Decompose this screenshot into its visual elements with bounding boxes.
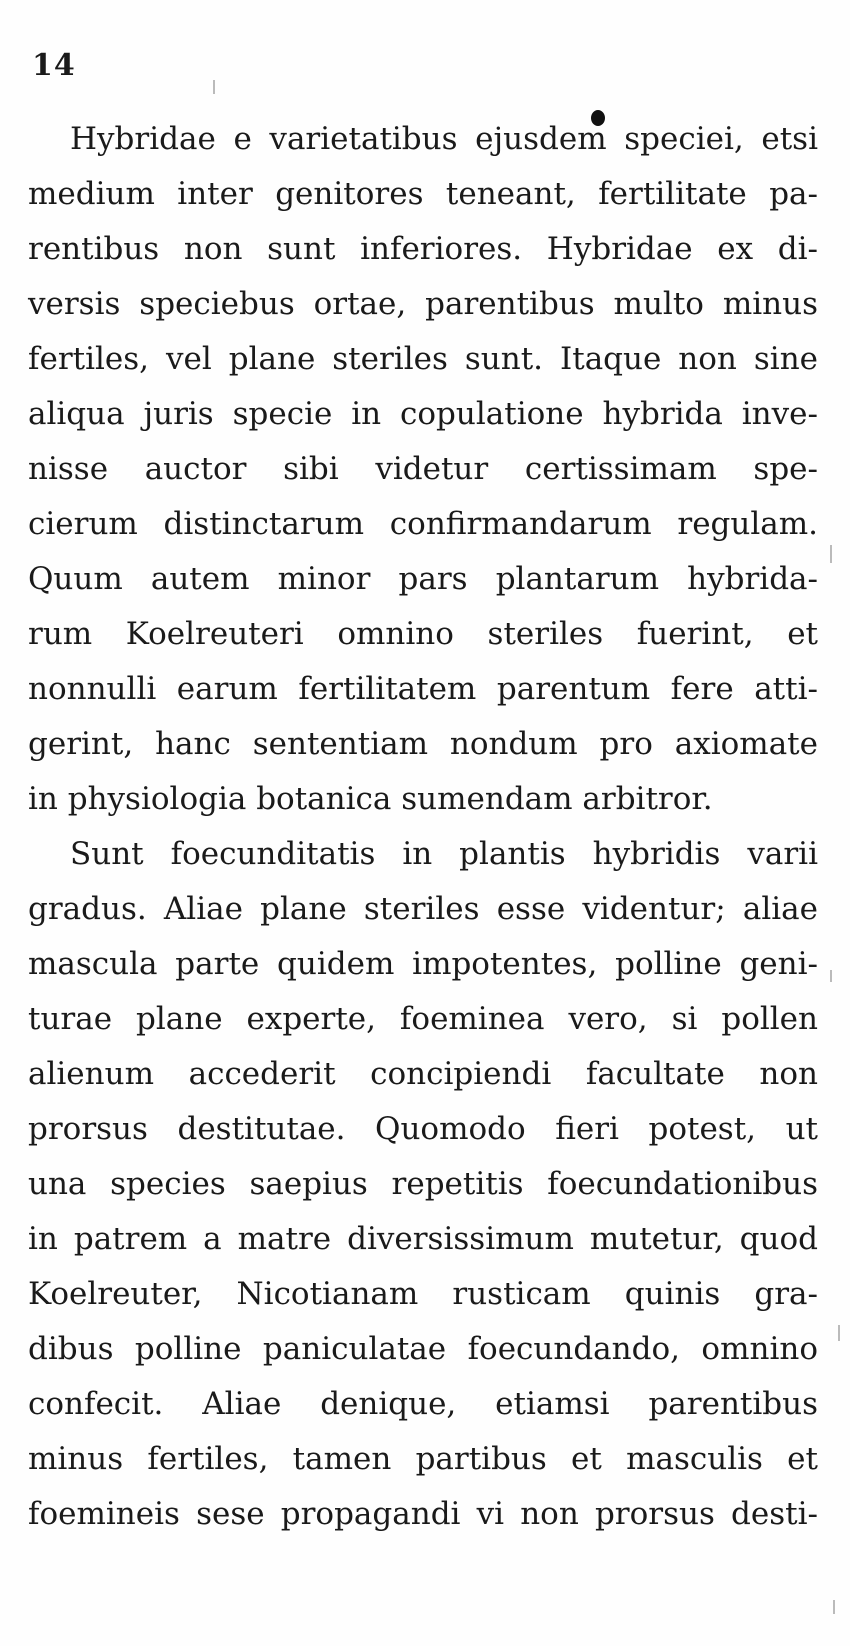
text-line: versis speciebus ortae, parentibus multo minus	[28, 286, 818, 322]
paper-mark	[830, 545, 832, 563]
body-text	[28, 112, 818, 1542]
text-line: in physiologia botanica sumendam arbitror.	[28, 781, 713, 817]
text-line: minus fertiles, tamen partibus et masculis et	[28, 1441, 818, 1477]
paragraph-1	[28, 112, 818, 827]
text-line: cierum distinctarum confirmandarum regulam.	[28, 506, 818, 542]
text-line: dibus polline paniculatae foecundando, omnino	[28, 1331, 818, 1367]
text-line: gerint, hanc sententiam nondum pro axiomate	[28, 726, 818, 762]
text-line: prorsus destitutae. Quomodo fieri potest, ut	[28, 1111, 818, 1147]
paper-mark	[833, 1600, 835, 1614]
text-line: una species saepius repetitis foecundationibus	[28, 1166, 818, 1202]
text-line: mascula parte quidem impotentes, polline geni-	[28, 946, 818, 982]
text-line: rentibus non sunt inferiores. Hybridae ex di-	[28, 231, 818, 267]
paper-mark	[830, 970, 832, 982]
text-line: in patrem a matre diversissimum mutetur, quod	[28, 1221, 818, 1257]
text-line: fertiles, vel plane steriles sunt. Itaque non sine	[28, 341, 818, 377]
text-line: turae plane experte, foeminea vero, si pollen	[28, 1001, 818, 1037]
text-line: foemineis sese propagandi vi non prorsus desti-	[28, 1496, 818, 1532]
text-line: Hybridae e varietatibus ejusdem speciei, etsi	[70, 121, 818, 157]
paper-mark	[213, 80, 215, 94]
text-line: Koelreuter, Nicotianam rusticam quinis gra-	[28, 1276, 818, 1312]
paper-mark	[838, 1325, 840, 1341]
text-line: Sunt foecunditatis in plantis hybridis varii	[70, 836, 818, 872]
text-line: medium inter genitores teneant, fertilitate pa-	[28, 176, 818, 212]
text-line: alienum accederit concipiendi facultate non	[28, 1056, 818, 1092]
text-line: rum Koelreuteri omnino steriles fuerint, et	[28, 616, 818, 652]
text-line: nonnulli earum fertilitatem parentum fere atti-	[28, 671, 818, 707]
text-line: nisse auctor sibi videtur certissimam spe-	[28, 451, 818, 487]
text-line: confecit. Aliae denique, etiamsi parentibus	[28, 1386, 818, 1422]
paragraph-2	[28, 827, 818, 1542]
text-line: Quum autem minor pars plantarum hybrida-	[28, 561, 818, 597]
page-number: 14	[32, 48, 76, 83]
text-line: gradus. Aliae plane steriles esse videntur; aliae	[28, 891, 818, 927]
text-line: aliqua juris specie in copulatione hybrida inve-	[28, 396, 818, 432]
